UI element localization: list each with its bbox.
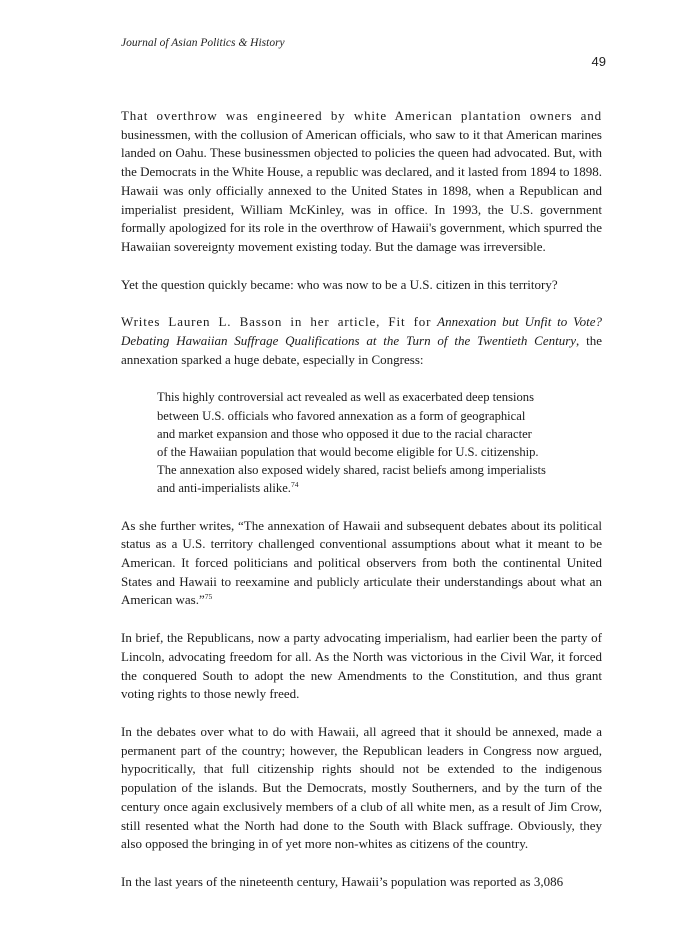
footnote-ref-75[interactable]: 75 — [204, 592, 213, 602]
paragraph-overthrow-first-line: That overthrow was engineered by white American plantation owners and — [121, 108, 602, 123]
quote-line: This highly controversial act revealed as well as exacerbated deep tensions — [157, 390, 534, 405]
paragraph-question: Yet the question quickly became: who was now to be a U.S. citizen in this territory? — [121, 276, 558, 292]
basson-lead: Writes Lauren L. Basson in her article, Fit for — [121, 314, 432, 330]
paragraph-basson — [121, 313, 602, 369]
article-body — [121, 107, 602, 911]
page-number: 49 — [591, 54, 606, 69]
quote-line: between U.S. officials who favored annexation as a form of geographical — [157, 408, 526, 423]
paragraph-overthrow — [121, 107, 602, 257]
paragraph-debates: In the debates over what to do with Hawaii, all agreed that it should be annexed, made a permanent part of the country; however, the Republican leaders in Congress now argued, hypocritically, that full citizenship rights should not be extended to the indigenous population of the islands. But the Democrats, mostly Southerners, and by the turn of the century once again exclusively members of a club of all white men, as a result of Jim Crow, still resented what the North had done to the South with Black suffrage. Obviously, they also opposed the bringing in of yet more non-whites as citizens of the country. — [121, 723, 602, 852]
paragraph-population: In the last years of the nineteenth century, Hawaii’s population was reported as 3,086 — [121, 873, 564, 889]
block-quote — [157, 388, 587, 497]
footnote-ref-74[interactable]: 74 — [290, 480, 299, 490]
quote-line: and market expansion and those who opposed it due to the racial character — [157, 426, 532, 441]
paragraph-overthrow-rest: businessmen, with the collusion of American officials, who saw to it that American marines landed on Oahu. These businessmen objected to policies the queen had advocated. But, with the Democrats in the White House, a republic was declared, and it lasted from 1894 to 1898. Hawaii was only officially annexed to the United States in 1898, when a Republican and imperialist president, William McKinley, was in office. In 1993, the U.S. government formally apologized for its role in the overthrow of Hawaii's government, which spurred the Hawaiian sovereignty movement existing today. But the damage was irreversible. — [121, 126, 602, 254]
quote-line: and anti-imperialists alike. — [157, 481, 291, 496]
paragraph-further-writes — [121, 517, 602, 611]
paragraph-further-writes-text: As she further writes, “The annexation of Hawaii and subsequent debates about its political status as a U.S. territory challenged conventional assumptions about what it meant to be American. It forced politicians and political observers from both the continental United States and Hawaii to reexamine and publicly articulate their understandings about what an American was.” — [121, 517, 602, 608]
quote-line: The annexation also exposed widely shared, racist beliefs among imperialists — [157, 463, 546, 478]
paragraph-republicans: In brief, the Republicans, now a party advocating imperialism, had earlier been the party of Lincoln, advocating freedom for all. As the North was victorious in the Civil War, it forced the conquered South to adopt the new Amendments to the Constitution, and thus grant voting rights to those newly freed. — [121, 630, 602, 702]
journal-running-header: Journal of Asian Politics & History — [121, 37, 285, 49]
quote-line: of the Hawaiian population that would become eligible for U.S. citizenship. — [157, 445, 539, 460]
basson-tail: , the annexation sparked a huge debate, especially in Congress: — [121, 333, 602, 367]
article-title: Annexation but Unfit to Vote? Debating Hawaiian Suffrage Qualifications at the Turn of the Twentieth Century — [121, 314, 602, 349]
